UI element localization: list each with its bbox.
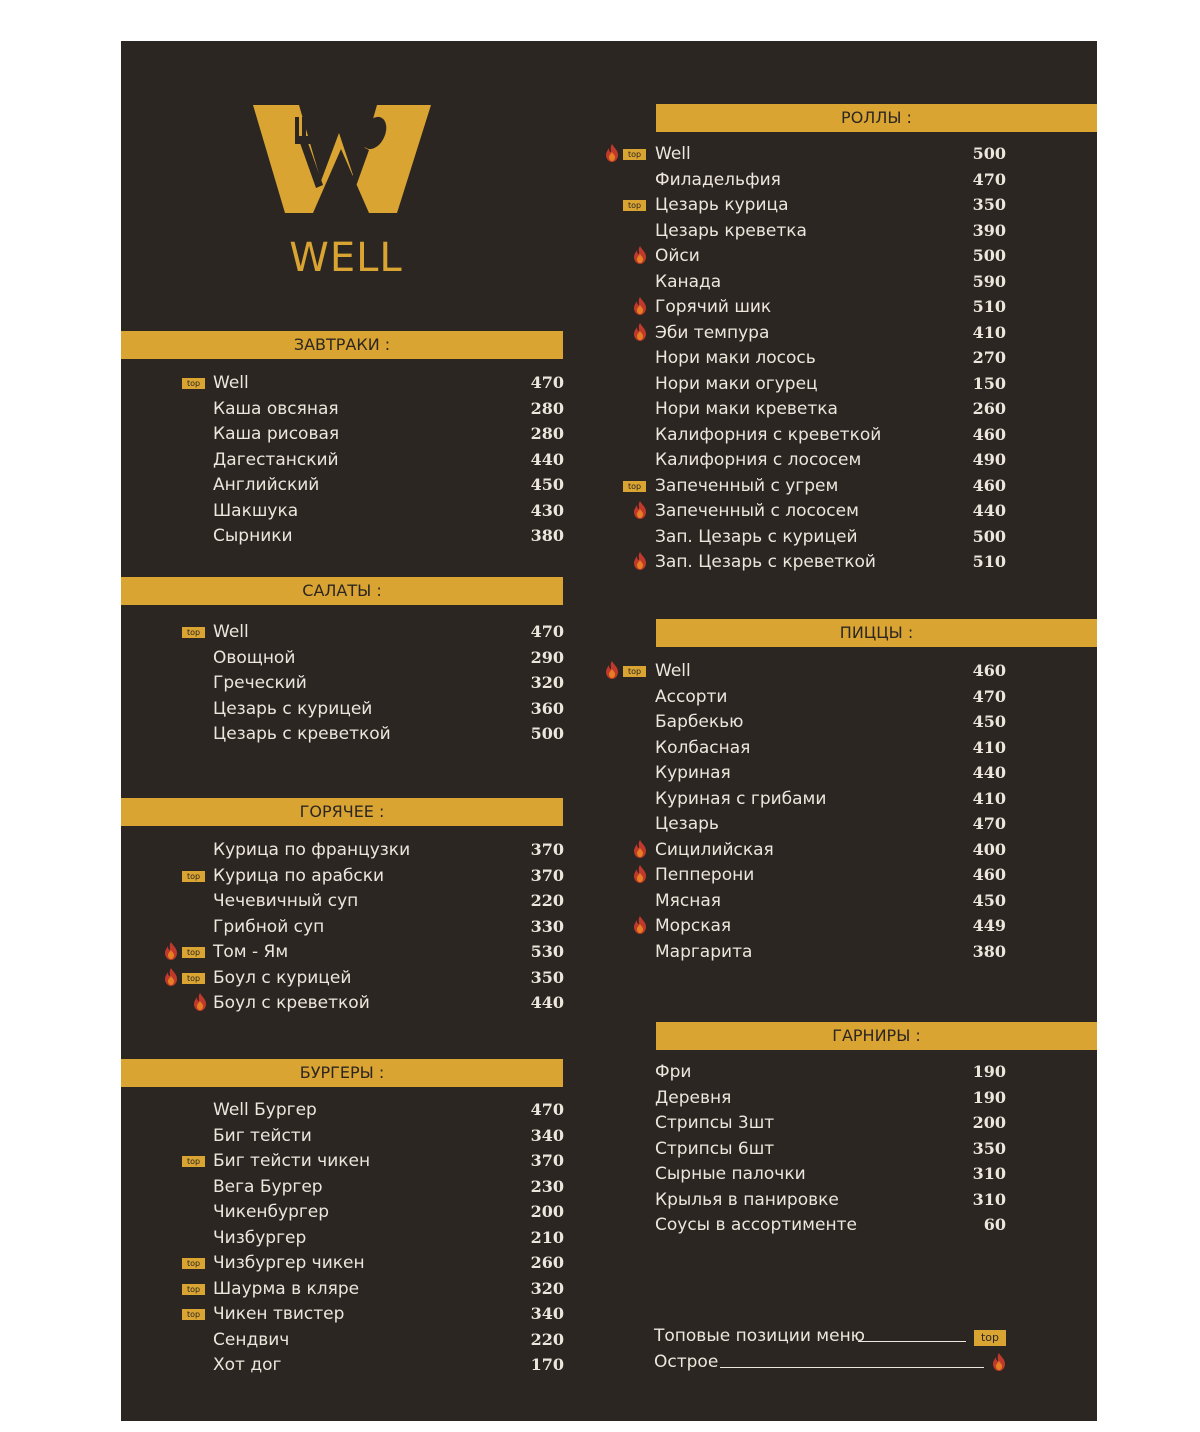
menu-item [601, 1162, 1021, 1188]
section-title: БУРГЕРЫ : [121, 1059, 563, 1087]
menu-item [121, 940, 581, 966]
top-badge-icon: top [623, 149, 646, 160]
menu-item [601, 736, 1021, 762]
item-price: 470 [972, 686, 1006, 706]
item-name: Зап. Цезарь с креветкой [655, 552, 876, 572]
menu-item [121, 1277, 581, 1303]
item-name: Хот дог [213, 1355, 282, 1375]
menu-item [121, 620, 581, 646]
item-name: Чикен твистер [213, 1304, 345, 1324]
legend-top-label: Топовые позиции меню [654, 1326, 865, 1346]
item-name: Канада [655, 271, 722, 292]
flame-icon [633, 323, 647, 341]
item-name: Сендвич [213, 1329, 290, 1350]
top-badge-icon: top [182, 871, 205, 882]
menu-item [601, 710, 1021, 736]
item-price: 500 [530, 724, 564, 743]
item-price: 280 [530, 398, 564, 418]
item-name: Дагестанский [213, 449, 339, 470]
flame-icon [633, 916, 647, 934]
item-name: Колбасная [655, 737, 751, 758]
menu-page [121, 41, 1097, 1421]
menu-item [121, 473, 581, 499]
item-name: Каша овсяная [213, 398, 339, 419]
menu-item [601, 761, 1021, 787]
fork-spoon-w-logo-icon [251, 103, 431, 223]
menu-item [601, 863, 1021, 889]
menu-item [601, 1213, 1021, 1239]
item-price: 510 [972, 297, 1006, 316]
item-price: 460 [972, 424, 1006, 444]
flame-icon [633, 865, 647, 883]
item-name: Цезарь [655, 814, 719, 834]
item-price: 460 [972, 865, 1006, 884]
item-price: 370 [530, 840, 564, 859]
menu-item [601, 372, 1021, 398]
menu-item [601, 1188, 1021, 1214]
item-name: Well [213, 622, 249, 642]
item-price: 200 [530, 1202, 564, 1221]
item-name: Шаурма в кляре [213, 1278, 360, 1299]
item-name: Куриная [655, 763, 731, 783]
item-name: Цезарь курица [655, 195, 789, 215]
menu-item [121, 1226, 581, 1252]
top-badge-icon: top [974, 1330, 1006, 1346]
item-name: Цезарь креветка [655, 220, 807, 241]
item-price: 370 [530, 1151, 564, 1170]
menu-item [601, 1137, 1021, 1163]
item-name: Well Бургер [213, 1100, 317, 1120]
item-price: 360 [530, 698, 564, 718]
menu-item [601, 914, 1021, 940]
item-name: Филадельфия [655, 169, 781, 190]
menu-item [601, 244, 1021, 270]
item-price: 310 [972, 1164, 1006, 1183]
menu-item [121, 915, 581, 941]
top-badge-icon: top [182, 1309, 205, 1320]
menu-item [601, 1086, 1021, 1112]
item-list [121, 1098, 581, 1379]
item-list [121, 371, 581, 550]
item-price: 470 [530, 622, 564, 641]
legend-hot-label: Острое [654, 1352, 719, 1372]
flame-icon [164, 968, 178, 986]
top-badge-icon: top [182, 1284, 205, 1295]
menu-item [601, 397, 1021, 423]
item-price: 460 [972, 661, 1006, 680]
item-name: Маргарита [655, 941, 753, 962]
flame-icon [605, 661, 619, 679]
item-name: Запеченный с лососем [655, 501, 859, 521]
menu-item [121, 722, 581, 748]
top-badge-icon: top [623, 481, 646, 492]
item-price: 470 [530, 373, 564, 392]
item-name: Сырные палочки [655, 1164, 806, 1184]
menu-item [601, 525, 1021, 551]
item-price: 450 [972, 712, 1006, 731]
menu-item [601, 193, 1021, 219]
item-name: Нори маки огурец [655, 373, 818, 394]
menu-item [121, 991, 581, 1017]
item-list [601, 142, 1021, 576]
item-price: 410 [972, 737, 1006, 757]
item-price: 260 [530, 1253, 564, 1272]
legend-top-line [858, 1341, 966, 1342]
item-name: Курица по французки [213, 840, 411, 860]
top-badge-icon: top [623, 666, 646, 677]
flame-icon [992, 1353, 1006, 1371]
item-price: 260 [972, 399, 1006, 418]
menu-item [121, 1200, 581, 1226]
item-list [601, 1060, 1021, 1239]
item-price: 470 [972, 814, 1006, 833]
item-name: Грибной суп [213, 916, 325, 937]
item-price: 490 [972, 450, 1006, 469]
menu-item [601, 1111, 1021, 1137]
item-name: Ассорти [655, 686, 728, 707]
menu-item [121, 1175, 581, 1201]
item-name: Боул с креветкой [213, 993, 370, 1013]
item-name: Нори маки креветка [655, 399, 838, 419]
item-price: 500 [972, 246, 1006, 265]
menu-item [121, 1328, 581, 1354]
menu-item [601, 295, 1021, 321]
item-price: 320 [530, 1278, 564, 1298]
top-badge-icon: top [182, 378, 205, 389]
item-name: Чечевичный суп [213, 891, 359, 911]
section-title: ГОРЯЧЕЕ : [121, 798, 563, 826]
menu-item [601, 346, 1021, 372]
item-name: Мясная [655, 890, 721, 911]
menu-item [121, 524, 581, 550]
item-name: Вега Бургер [213, 1176, 323, 1197]
item-price: 350 [972, 1138, 1006, 1158]
item-name: Нори маки лосось [655, 348, 816, 368]
item-price: 200 [972, 1113, 1006, 1132]
item-name: Well [655, 661, 691, 681]
menu-item [121, 1302, 581, 1328]
legend-hot [654, 1350, 1044, 1376]
top-badge-icon: top [182, 1156, 205, 1167]
item-price: 410 [972, 788, 1006, 808]
item-name: Зап. Цезарь с курицей [655, 526, 858, 547]
flame-icon [633, 840, 647, 858]
item-price: 340 [530, 1125, 564, 1145]
item-name: Курица по арабски [213, 865, 385, 886]
item-price: 510 [972, 552, 1006, 571]
item-price: 330 [530, 916, 564, 936]
item-name: Деревня [655, 1087, 732, 1108]
flame-icon [164, 942, 178, 960]
item-price: 470 [972, 169, 1006, 189]
item-price: 270 [972, 348, 1006, 367]
item-name: Барбекью [655, 712, 744, 732]
item-name: Чикенбургер [213, 1202, 330, 1222]
item-price: 450 [972, 890, 1006, 910]
section-title: САЛАТЫ : [121, 577, 563, 605]
item-name: Крылья в панировке [655, 1189, 839, 1210]
flame-icon [633, 552, 647, 570]
item-name: Шакшука [213, 500, 299, 521]
menu-item [601, 499, 1021, 525]
item-name: Боул с курицей [213, 967, 352, 988]
item-price: 280 [530, 424, 564, 443]
item-price: 380 [972, 941, 1006, 961]
item-list [121, 620, 581, 748]
menu-item [121, 697, 581, 723]
item-price: 500 [972, 144, 1006, 163]
menu-item [121, 966, 581, 992]
top-badge-icon: top [182, 947, 205, 958]
legend-hot-line [720, 1367, 984, 1368]
item-name: Каша рисовая [213, 424, 340, 444]
item-price: 410 [972, 322, 1006, 342]
item-price: 150 [972, 373, 1006, 393]
legend-top [654, 1324, 1044, 1350]
item-name: Well [213, 373, 249, 393]
item-name: Морская [655, 916, 732, 936]
item-price: 460 [972, 475, 1006, 495]
item-name: Калифорния с лососем [655, 450, 862, 470]
item-name: Сицилийская [655, 839, 774, 860]
item-price: 440 [530, 449, 564, 469]
menu-item [121, 448, 581, 474]
flame-icon [633, 501, 647, 519]
top-badge-icon: top [182, 1258, 205, 1269]
item-name: Чизбургер [213, 1227, 307, 1248]
top-badge-icon: top [623, 200, 646, 211]
item-price: 390 [972, 220, 1006, 240]
item-price: 400 [972, 839, 1006, 859]
menu-item [601, 270, 1021, 296]
menu-item [121, 499, 581, 525]
menu-item [121, 1149, 581, 1175]
item-price: 530 [530, 942, 564, 961]
item-name: Well [655, 144, 691, 164]
item-price: 340 [530, 1304, 564, 1323]
item-price: 320 [530, 673, 564, 692]
menu-item [121, 671, 581, 697]
item-price: 310 [972, 1189, 1006, 1209]
item-name: Цезарь с курицей [213, 698, 373, 719]
menu-item [601, 219, 1021, 245]
item-list [601, 659, 1021, 965]
item-price: 210 [530, 1227, 564, 1247]
menu-item [121, 1353, 581, 1379]
section-title: ПИЦЦЫ : [656, 619, 1097, 647]
item-name: Овощной [213, 647, 296, 668]
menu-item [121, 397, 581, 423]
item-name: Калифорния с креветкой [655, 424, 882, 445]
flame-icon [633, 246, 647, 264]
menu-item [601, 812, 1021, 838]
menu-item [601, 787, 1021, 813]
well-logo [251, 103, 431, 283]
item-price: 220 [530, 891, 564, 910]
flame-icon [193, 993, 207, 1011]
item-price: 470 [530, 1100, 564, 1119]
item-price: 230 [530, 1176, 564, 1196]
menu-item [601, 448, 1021, 474]
flame-icon [605, 144, 619, 162]
item-price: 350 [530, 967, 564, 987]
item-price: 290 [530, 647, 564, 667]
top-badge-icon: top [182, 627, 205, 638]
item-price: 170 [530, 1355, 564, 1374]
section-title: ГАРНИРЫ : [656, 1022, 1097, 1050]
item-list [121, 838, 581, 1017]
item-name: Английский [213, 475, 320, 495]
menu-item [121, 889, 581, 915]
menu-item [121, 422, 581, 448]
item-name: Сырники [213, 526, 293, 546]
menu-item [601, 889, 1021, 915]
menu-item [121, 864, 581, 890]
item-price: 440 [530, 993, 564, 1012]
menu-item [121, 1098, 581, 1124]
menu-item [121, 371, 581, 397]
flame-icon [633, 297, 647, 315]
section-title: ЗАВТРАКИ : [121, 331, 563, 359]
item-name: Эби темпура [655, 322, 770, 343]
item-price: 350 [972, 195, 1006, 214]
brand-name: WELL [289, 235, 403, 281]
menu-item [601, 321, 1021, 347]
section-title: РОЛЛЫ : [656, 104, 1097, 132]
item-name: Греческий [213, 673, 307, 693]
menu-item [121, 1251, 581, 1277]
menu-item [601, 1060, 1021, 1086]
item-name: Цезарь с креветкой [213, 724, 391, 744]
menu-item [601, 550, 1021, 576]
item-name: Чизбургер чикен [213, 1253, 365, 1273]
menu-item [601, 940, 1021, 966]
item-price: 190 [972, 1062, 1006, 1081]
item-price: 590 [972, 271, 1006, 291]
item-price: 440 [972, 763, 1006, 782]
item-name: Соусы в ассортименте [655, 1215, 857, 1235]
menu-item [601, 685, 1021, 711]
menu-item [121, 646, 581, 672]
item-price: 500 [972, 526, 1006, 546]
item-name: Горячий шик [655, 297, 772, 317]
menu-item [601, 168, 1021, 194]
item-price: 60 [983, 1215, 1006, 1234]
item-name: Пепперони [655, 865, 755, 885]
menu-item [601, 659, 1021, 685]
menu-item [121, 1124, 581, 1150]
item-price: 370 [530, 865, 564, 885]
item-name: Ойси [655, 246, 700, 266]
item-price: 440 [972, 501, 1006, 520]
item-name: Фри [655, 1062, 692, 1082]
item-name: Стрипсы 3шт [655, 1113, 775, 1133]
item-name: Биг тейсти [213, 1125, 312, 1146]
menu-item [601, 423, 1021, 449]
item-name: Стрипсы 6шт [655, 1138, 775, 1159]
item-name: Том - Ям [213, 942, 289, 962]
menu-item [601, 838, 1021, 864]
item-price: 450 [530, 475, 564, 494]
item-price: 380 [530, 526, 564, 545]
item-name: Куриная с грибами [655, 788, 827, 809]
item-name: Биг тейсти чикен [213, 1151, 371, 1171]
item-price: 430 [530, 500, 564, 520]
top-badge-icon: top [182, 973, 205, 984]
legend [654, 1324, 1044, 1376]
item-price: 220 [530, 1329, 564, 1349]
menu-item [601, 474, 1021, 500]
item-price: 449 [972, 916, 1006, 935]
menu-item [601, 142, 1021, 168]
item-name: Запеченный с угрем [655, 475, 839, 496]
item-price: 190 [972, 1087, 1006, 1107]
menu-item [121, 838, 581, 864]
